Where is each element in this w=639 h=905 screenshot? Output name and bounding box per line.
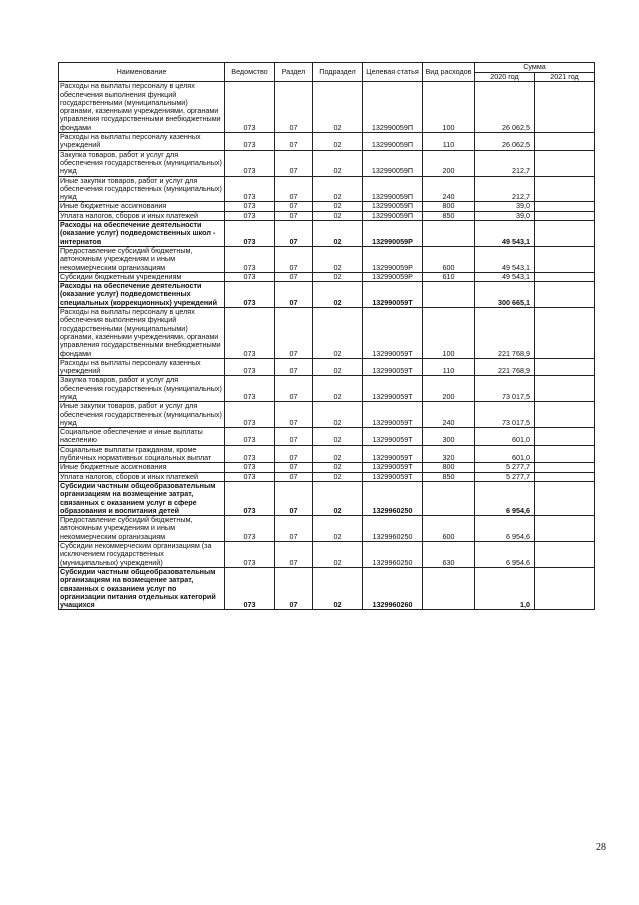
cell-target: 132990059Т	[363, 376, 423, 402]
cell-subsection: 02	[313, 308, 363, 359]
cell-expense-type: 200	[423, 376, 475, 402]
cell-amount-2020: 26 062,5	[475, 133, 535, 151]
cell-amount-2020: 39,0	[475, 202, 535, 211]
cell-amount-2021	[535, 82, 595, 133]
cell-ministry: 073	[225, 358, 275, 376]
header-ministry: Ведомство	[225, 63, 275, 82]
header-expense-type: Вид расходов	[423, 63, 475, 82]
cell-amount-2020: 73 017,5	[475, 376, 535, 402]
cell-target: 1329960250	[363, 542, 423, 568]
cell-amount-2020: 300 665,1	[475, 282, 535, 308]
cell-expense-type: 240	[423, 402, 475, 428]
cell-amount-2020: 6 954,6	[475, 542, 535, 568]
cell-subsection: 02	[313, 272, 363, 281]
cell-amount-2020: 5 277,7	[475, 463, 535, 472]
table-row	[59, 402, 595, 428]
header-name: Наименование	[59, 63, 225, 82]
header-year-2021: 2021 год	[535, 73, 595, 82]
table-row	[59, 463, 595, 472]
cell-subsection: 02	[313, 150, 363, 176]
cell-ministry: 073	[225, 567, 275, 609]
cell-amount-2021	[535, 463, 595, 472]
table-row	[59, 202, 595, 211]
cell-section: 07	[275, 211, 313, 220]
cell-amount-2020: 49 543,1	[475, 221, 535, 247]
header-year-2020: 2020 год	[475, 73, 535, 82]
cell-section: 07	[275, 176, 313, 202]
cell-target: 132990059П	[363, 150, 423, 176]
cell-ministry: 073	[225, 516, 275, 542]
cell-expense-type: 850	[423, 211, 475, 220]
cell-amount-2021	[535, 282, 595, 308]
cell-ministry: 073	[225, 445, 275, 463]
cell-amount-2020: 6 954,6	[475, 481, 535, 515]
cell-ministry: 073	[225, 402, 275, 428]
cell-ministry: 073	[225, 150, 275, 176]
table-row	[59, 445, 595, 463]
cell-name: Субсидии некоммерческим организациям (за исключением государственных (муниципальных) учреждений)	[59, 542, 225, 568]
cell-ministry: 073	[225, 376, 275, 402]
cell-subsection: 02	[313, 445, 363, 463]
cell-expense-type: 110	[423, 358, 475, 376]
cell-section: 07	[275, 246, 313, 272]
cell-section: 07	[275, 472, 313, 481]
cell-amount-2021	[535, 516, 595, 542]
cell-section: 07	[275, 445, 313, 463]
cell-amount-2020: 39,0	[475, 211, 535, 220]
cell-subsection: 02	[313, 567, 363, 609]
cell-section: 07	[275, 463, 313, 472]
table-row	[59, 282, 595, 308]
cell-section: 07	[275, 516, 313, 542]
cell-target: 132990059Т	[363, 445, 423, 463]
cell-name: Расходы на выплаты персоналу в целях обеспечения выполнения функций государственными (муниципальными) органами, казенными учреждениями, органами управления государственными внебюджетными фондами	[59, 82, 225, 133]
cell-expense-type: 110	[423, 133, 475, 151]
header-amount: Сумма	[475, 63, 595, 73]
cell-section: 07	[275, 481, 313, 515]
cell-amount-2021	[535, 221, 595, 247]
cell-ministry: 073	[225, 272, 275, 281]
table-row	[59, 211, 595, 220]
cell-name: Предоставление субсидий бюджетным, автономным учреждениям и иным некоммерческим организациям	[59, 246, 225, 272]
cell-ministry: 073	[225, 428, 275, 446]
cell-target: 132990059Р	[363, 272, 423, 281]
cell-section: 07	[275, 542, 313, 568]
cell-name: Иные бюджетные ассигнования	[59, 202, 225, 211]
table-row	[59, 133, 595, 151]
cell-name: Социальные выплаты гражданам, кроме публичных нормативных социальных выплат	[59, 445, 225, 463]
cell-subsection: 02	[313, 176, 363, 202]
cell-expense-type: 800	[423, 202, 475, 211]
cell-subsection: 02	[313, 542, 363, 568]
cell-name: Расходы на выплаты персоналу в целях обеспечения выполнения функций государственными (муниципальными) органами, казенными учреждениями, органами управления государственными внебюджетными фондами	[59, 308, 225, 359]
cell-target: 132990059П	[363, 202, 423, 211]
cell-subsection: 02	[313, 133, 363, 151]
cell-ministry: 073	[225, 481, 275, 515]
cell-amount-2021	[535, 542, 595, 568]
cell-expense-type	[423, 481, 475, 515]
cell-ministry: 073	[225, 176, 275, 202]
cell-ministry: 073	[225, 82, 275, 133]
cell-expense-type: 850	[423, 472, 475, 481]
cell-amount-2020: 6 954,6	[475, 516, 535, 542]
table-row	[59, 358, 595, 376]
cell-subsection: 02	[313, 202, 363, 211]
cell-amount-2021	[535, 376, 595, 402]
cell-name: Закупка товаров, работ и услуг для обеспечения государственных (муниципальных) нужд	[59, 376, 225, 402]
cell-amount-2020: 221 768,9	[475, 308, 535, 359]
cell-target: 132990059Т	[363, 308, 423, 359]
cell-amount-2020: 221 768,9	[475, 358, 535, 376]
cell-amount-2021	[535, 246, 595, 272]
cell-subsection: 02	[313, 221, 363, 247]
cell-target: 132990059Т	[363, 282, 423, 308]
cell-target: 1329960250	[363, 516, 423, 542]
budget-table	[58, 62, 595, 610]
cell-name: Расходы на выплаты персоналу казенных учреждений	[59, 133, 225, 151]
cell-target: 132990059П	[363, 133, 423, 151]
cell-subsection: 02	[313, 516, 363, 542]
cell-name: Субсидии частным общеобразовательным организациям на возмещение затрат, связанных с оказанием услуг по организации питания отдельных категорий учащихся	[59, 567, 225, 609]
cell-target: 132990059Р	[363, 246, 423, 272]
table-row	[59, 176, 595, 202]
cell-name: Иные бюджетные ассигнования	[59, 463, 225, 472]
cell-subsection: 02	[313, 358, 363, 376]
cell-subsection: 02	[313, 376, 363, 402]
table-row	[59, 150, 595, 176]
cell-section: 07	[275, 376, 313, 402]
cell-subsection: 02	[313, 211, 363, 220]
cell-target: 132990059П	[363, 211, 423, 220]
cell-ministry: 073	[225, 542, 275, 568]
cell-subsection: 02	[313, 402, 363, 428]
cell-section: 07	[275, 82, 313, 133]
table-row	[59, 272, 595, 281]
cell-ministry: 073	[225, 133, 275, 151]
cell-subsection: 02	[313, 481, 363, 515]
cell-target: 1329960260	[363, 567, 423, 609]
cell-section: 07	[275, 308, 313, 359]
cell-name: Расходы на обеспечение деятельности (оказание услуг) подведомственных специальных (коррекционных) учреждений	[59, 282, 225, 308]
table-row	[59, 428, 595, 446]
cell-amount-2021	[535, 472, 595, 481]
cell-section: 07	[275, 133, 313, 151]
cell-amount-2020: 212,7	[475, 176, 535, 202]
cell-section: 07	[275, 358, 313, 376]
cell-expense-type: 200	[423, 150, 475, 176]
cell-subsection: 02	[313, 282, 363, 308]
table-row	[59, 376, 595, 402]
cell-amount-2021	[535, 428, 595, 446]
cell-expense-type: 610	[423, 272, 475, 281]
cell-amount-2020: 212,7	[475, 150, 535, 176]
cell-expense-type: 240	[423, 176, 475, 202]
cell-target: 132990059Т	[363, 428, 423, 446]
cell-ministry: 073	[225, 246, 275, 272]
page-number: 28	[596, 842, 606, 853]
cell-section: 07	[275, 428, 313, 446]
cell-name: Субсидии частным общеобразовательным организациям на возмещение затрат, связанных с оказанием услуг в сфере образования и воспитания детей	[59, 481, 225, 515]
cell-subsection: 02	[313, 428, 363, 446]
cell-name: Субсидии бюджетным учреждениям	[59, 272, 225, 281]
cell-ministry: 073	[225, 472, 275, 481]
table-row	[59, 567, 595, 609]
cell-expense-type: 800	[423, 463, 475, 472]
cell-expense-type: 600	[423, 246, 475, 272]
cell-name: Расходы на обеспечение деятельности (оказание услуг) подведомственных школ - интернатов	[59, 221, 225, 247]
cell-amount-2021	[535, 150, 595, 176]
cell-amount-2021	[535, 272, 595, 281]
cell-amount-2021	[535, 358, 595, 376]
cell-name: Уплата налогов, сборов и иных платежей	[59, 211, 225, 220]
cell-target: 132990059Т	[363, 463, 423, 472]
cell-target: 132990059П	[363, 82, 423, 133]
cell-subsection: 02	[313, 472, 363, 481]
cell-target: 132990059Т	[363, 358, 423, 376]
cell-amount-2020: 73 017,5	[475, 402, 535, 428]
table-row	[59, 516, 595, 542]
header-target: Целевая статья	[363, 63, 423, 82]
cell-amount-2020: 49 543,1	[475, 246, 535, 272]
cell-ministry: 073	[225, 308, 275, 359]
cell-amount-2021	[535, 445, 595, 463]
header-section: Раздел	[275, 63, 313, 82]
cell-target: 132990059П	[363, 176, 423, 202]
cell-amount-2020: 5 277,7	[475, 472, 535, 481]
cell-section: 07	[275, 202, 313, 211]
cell-target: 132990059Р	[363, 221, 423, 247]
cell-section: 07	[275, 282, 313, 308]
header-subsection: Подраздел	[313, 63, 363, 82]
cell-expense-type: 300	[423, 428, 475, 446]
cell-name: Предоставление субсидий бюджетным, автономным учреждениям и иным некоммерческим организациям	[59, 516, 225, 542]
cell-subsection: 02	[313, 82, 363, 133]
cell-ministry: 073	[225, 463, 275, 472]
cell-expense-type	[423, 282, 475, 308]
cell-expense-type: 600	[423, 516, 475, 542]
cell-amount-2021	[535, 176, 595, 202]
cell-expense-type: 100	[423, 82, 475, 133]
cell-target: 1329960250	[363, 481, 423, 515]
cell-name: Иные закупки товаров, работ и услуг для обеспечения государственных (муниципальных) нужд	[59, 402, 225, 428]
cell-amount-2020: 1,0	[475, 567, 535, 609]
cell-expense-type: 320	[423, 445, 475, 463]
cell-expense-type: 630	[423, 542, 475, 568]
cell-amount-2021	[535, 402, 595, 428]
cell-ministry: 073	[225, 211, 275, 220]
cell-section: 07	[275, 221, 313, 247]
cell-amount-2021	[535, 133, 595, 151]
table-row	[59, 481, 595, 515]
cell-section: 07	[275, 567, 313, 609]
cell-subsection: 02	[313, 246, 363, 272]
cell-amount-2020: 49 543,1	[475, 272, 535, 281]
cell-amount-2020: 26 062,5	[475, 82, 535, 133]
cell-ministry: 073	[225, 221, 275, 247]
cell-expense-type	[423, 567, 475, 609]
cell-amount-2020: 601,0	[475, 445, 535, 463]
table-row	[59, 221, 595, 247]
table-row	[59, 472, 595, 481]
table-row	[59, 82, 595, 133]
cell-ministry: 073	[225, 282, 275, 308]
cell-expense-type: 100	[423, 308, 475, 359]
cell-section: 07	[275, 150, 313, 176]
cell-name: Закупка товаров, работ и услуг для обеспечения государственных (муниципальных) нужд	[59, 150, 225, 176]
table-row	[59, 246, 595, 272]
cell-ministry: 073	[225, 202, 275, 211]
cell-target: 132990059Т	[363, 472, 423, 481]
cell-target: 132990059Т	[363, 402, 423, 428]
cell-amount-2021	[535, 567, 595, 609]
cell-amount-2021	[535, 211, 595, 220]
table-row	[59, 308, 595, 359]
cell-amount-2021	[535, 308, 595, 359]
cell-amount-2021	[535, 202, 595, 211]
table-row	[59, 542, 595, 568]
cell-name: Иные закупки товаров, работ и услуг для обеспечения государственных (муниципальных) нужд	[59, 176, 225, 202]
cell-subsection: 02	[313, 463, 363, 472]
cell-name: Расходы на выплаты персоналу казенных учреждений	[59, 358, 225, 376]
cell-section: 07	[275, 402, 313, 428]
cell-name: Социальное обеспечение и иные выплаты населению	[59, 428, 225, 446]
cell-name: Уплата налогов, сборов и иных платежей	[59, 472, 225, 481]
cell-amount-2021	[535, 481, 595, 515]
cell-expense-type	[423, 221, 475, 247]
cell-amount-2020: 601,0	[475, 428, 535, 446]
cell-section: 07	[275, 272, 313, 281]
